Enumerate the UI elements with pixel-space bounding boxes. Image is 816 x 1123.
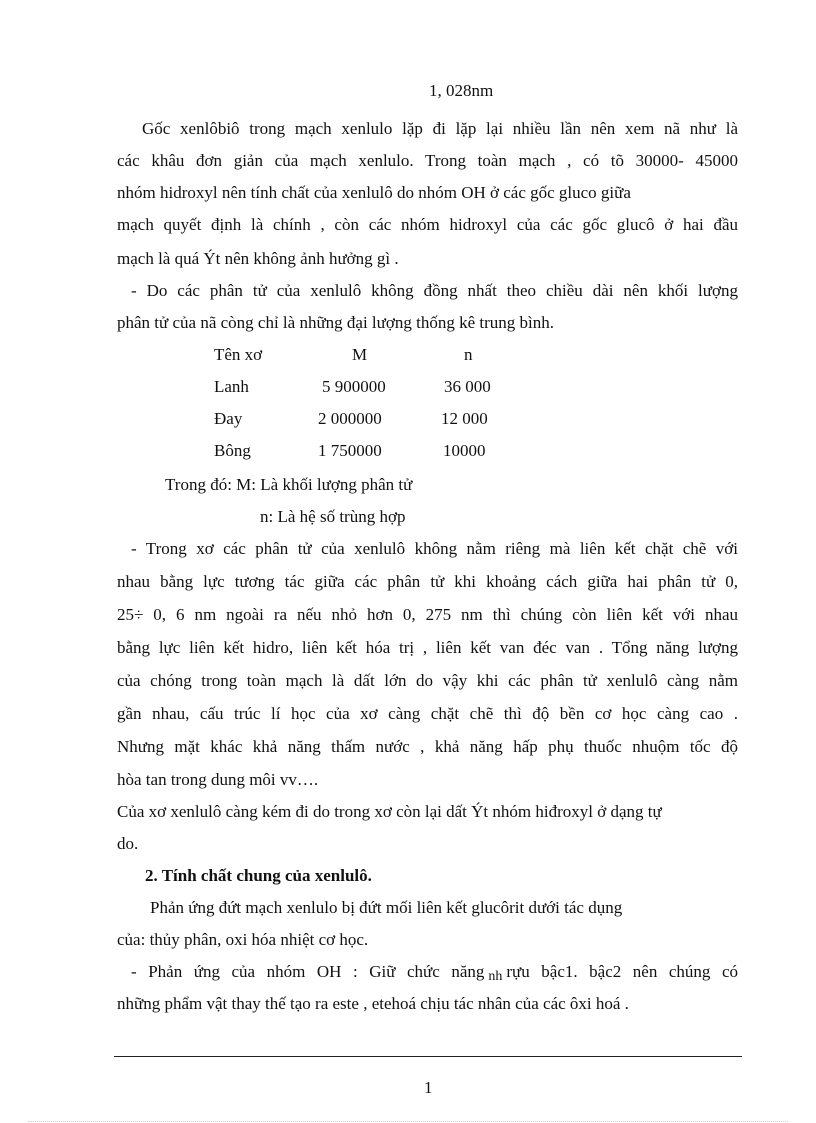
paragraph-2-line-1: - Do các phân tử của xenlulô không đồng nhất theo chiều dài nên khối lượng [131, 281, 738, 300]
paragraph-1-line-1: Gốc xenlôbiô trong mạch xenlulo lặp đi lặp lại nhiều lần nên xem nã như là [142, 119, 738, 138]
table-cell-m: 5 900000 [322, 377, 386, 396]
paragraph-3-line-2: nhau bằng lực tương tác giữa các phân tử khi khoảng cách giữa hai phân tử 0, [117, 572, 738, 591]
table-cell-n: 36 000 [444, 377, 491, 396]
paragraph-2-line-2: phân tử của nã còng chỉ là những đại lượng thống kê trung bình. [117, 313, 554, 332]
paragraph-1-line-4: mạch quyết định là chính , còn các nhóm hidroxyl của các gốc glucô ở hai đầu [117, 215, 738, 234]
paragraph-3-line-7: Nhưng mặt khác khả năng thấm nước , khả năng hấp phụ thuốc nhuộm tốc độ [117, 737, 738, 756]
footer-divider [114, 1056, 742, 1057]
paragraph-4-line-2: do. [117, 834, 139, 853]
table-cell-name: Lanh [214, 377, 249, 396]
paragraph-6-text-before: - Phản ứng của nhóm OH : Giữ chức năng [131, 962, 485, 981]
paragraph-3-line-6: gần nhau, cấu trúc lí học của xơ càng chặt chẽ thì độ bền cơ học càng cao . [117, 704, 738, 723]
paragraph-5-line-1: Phản ứng đứt mạch xenlulo bị đứt mối liên kết glucôrit dưới tác dụng [150, 898, 623, 917]
table-cell-m: 2 000000 [318, 409, 382, 428]
paragraph-4-line-1: Của xơ xenlulô càng kém đi do trong xơ còn lại dất Ýt nhóm hiđroxyl ở dạng tự [117, 802, 662, 821]
paragraph-1-line-2: các khâu đơn giản của mạch xenlulo. Trong toàn mạch , có tõ 30000- 45000 [117, 151, 738, 170]
legend-m: Trong đó: M: Là khối lượng phân tử [165, 475, 413, 494]
paragraph-5-line-2: của: thủy phân, oxi hóa nhiệt cơ học. [117, 930, 369, 949]
table-header-fiber: Tên xơ [214, 345, 263, 364]
paragraph-3-line-5: của chóng trong toàn mạch là dất lớn do vậy khi các phân tử xenlulô càng nằm [117, 671, 738, 690]
table-cell-name: Đay [214, 409, 243, 428]
legend-n: n: Là hệ số trùng hợp [260, 507, 406, 526]
table-cell-n: 12 000 [441, 409, 488, 428]
paragraph-6-text-after: rựu bậc1. bậc2 nên chúng có [506, 962, 739, 981]
table-cell-n: 10000 [443, 441, 486, 460]
table-cell-name: Bông [214, 441, 251, 460]
paragraph-6-line-1 [131, 961, 738, 985]
table-header-m: M [352, 345, 368, 364]
paragraph-3-line-1: - Trong xơ các phân tử của xenlulô không nằm riêng mà liên kết chặt chẽ với [131, 539, 738, 558]
paragraph-6-subscript: nh [488, 969, 503, 984]
table-cell-m: 1 750000 [318, 441, 382, 460]
paragraph-3-line-4: bằng lực liên kết hidro, liên kết hóa trị , liên kết van đéc van . Tổng năng lượng [117, 638, 738, 657]
paragraph-3-line-3: 25÷ 0, 6 nm ngoài ra nếu nhỏ hơn 0, 275 nm thì chúng còn liên kết với nhau [117, 605, 738, 624]
paragraph-1-line-5: mạch là quá Ýt nên không ảnh hưởng gì . [117, 249, 399, 268]
paragraph-6-line-2: những phẩm vật thay thế tạo ra este , etehoá chịu tác nhân của các ôxi hoá . [117, 994, 629, 1013]
page-number: 1 [424, 1078, 433, 1097]
paragraph-3-line-8: hòa tan trong dung môi vv…. [117, 770, 319, 789]
page-bottom-dotted-border [28, 1121, 788, 1122]
paragraph-1-line-3: nhóm hidroxyl nên tính chất của xenlulô do nhóm OH ở các gốc gluco giữa [117, 183, 631, 202]
table-header-n: n [464, 345, 473, 364]
section-heading: 2. Tính chất chung của xenlulô. [145, 866, 372, 885]
header-value: 1, 028nm [429, 81, 494, 100]
